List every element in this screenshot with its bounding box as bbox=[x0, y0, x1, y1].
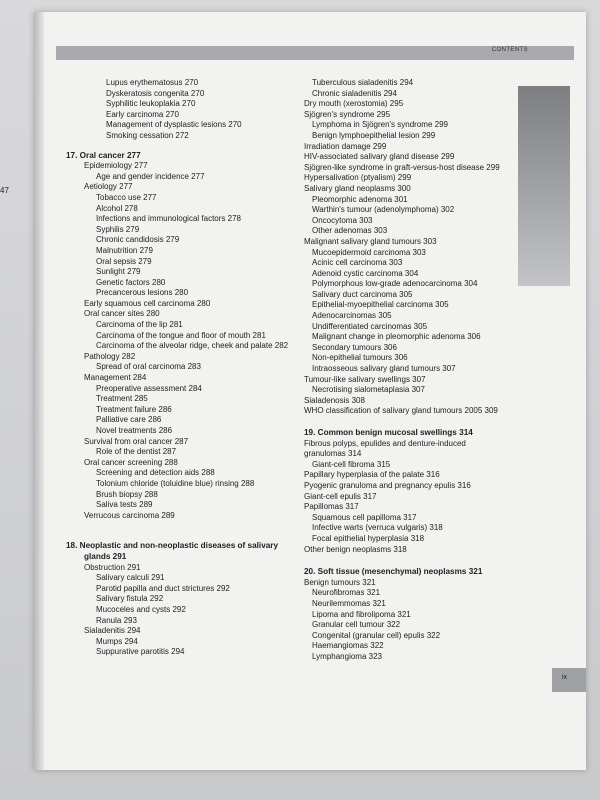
toc-entry: Hypersalivation (ptyalism) 299 bbox=[304, 173, 412, 183]
page-number-tab bbox=[552, 668, 586, 692]
toc-entry: Alcohol 278 bbox=[96, 203, 138, 213]
header-bar bbox=[56, 46, 574, 60]
toc-entry: Sjögren's syndrome 295 bbox=[304, 109, 391, 119]
toc-entry: Survival from oral cancer 287 bbox=[84, 436, 189, 446]
toc-entry: Giant-cell fibroma 315 bbox=[312, 459, 391, 469]
toc-entry: Lymphangioma 323 bbox=[312, 651, 382, 661]
toc-entry: Adenocarcinomas 305 bbox=[312, 311, 392, 321]
toc-entry: Management of dysplastic lesions 270 bbox=[106, 120, 242, 130]
toc-entry: Role of the dentist 287 bbox=[96, 447, 177, 457]
toc-entry: Ranula 293 bbox=[96, 615, 137, 625]
toc-entry: Chronic candidosis 279 bbox=[96, 235, 180, 245]
toc-entry: Tumour-like salivary swellings 307 bbox=[304, 374, 426, 384]
toc-entry: Dyskeratosis congenita 270 bbox=[106, 88, 205, 98]
toc-entry: Syphilitic leukoplakia 270 bbox=[106, 99, 196, 109]
toc-entry: Papillary hyperplasia of the palate 316 bbox=[304, 470, 440, 480]
toc-entry: Haemangiomas 322 bbox=[312, 641, 384, 651]
book-page bbox=[34, 12, 586, 770]
chapter-19-title: 19. Common benign mucosal swellings 314 bbox=[304, 428, 473, 437]
toc-entry: Early squamous cell carcinoma 280 bbox=[84, 298, 211, 308]
toc-right-column bbox=[304, 78, 554, 662]
toc-entry: Acinic cell carcinoma 303 bbox=[312, 258, 403, 268]
adjacent-page-mark: 47 bbox=[0, 186, 9, 195]
toc-entry: Tuberculous sialadenitis 294 bbox=[312, 78, 414, 87]
toc-entry: Oncocytoma 303 bbox=[312, 215, 373, 225]
toc-entry: Early carcinoma 270 bbox=[106, 109, 179, 119]
toc-entry: Infections and immunological factors 278 bbox=[96, 214, 241, 224]
toc-entry: HIV-associated salivary gland disease 299 bbox=[304, 152, 455, 162]
toc-entry: Chronic sialadenitis 294 bbox=[312, 88, 397, 98]
toc-entry: Lymphoma in Sjögren's syndrome 299 bbox=[312, 120, 448, 130]
right-lead-entries bbox=[304, 78, 554, 417]
toc-entry: Granular cell tumour 322 bbox=[312, 620, 401, 630]
toc-entry: Warthin's tumour (adenolymphoma) 302 bbox=[312, 205, 455, 215]
toc-entry: Management 284 bbox=[84, 373, 147, 383]
toc-entry: Mucoepidermoid carcinoma 303 bbox=[312, 247, 426, 257]
header-label: CONTENTS bbox=[491, 47, 528, 53]
toc-entry: Congenital (granular cell) epulis 322 bbox=[312, 630, 441, 640]
toc-entry: Oral sepsis 279 bbox=[96, 256, 152, 266]
toc-entry: Intraosseous salivary gland tumours 307 bbox=[312, 364, 456, 374]
toc-entry: Carcinoma of the tongue and floor of mouth 281 bbox=[96, 330, 266, 340]
chapter-20-title: 20. Soft tissue (mesenchymal) neoplasms 321 bbox=[304, 567, 483, 577]
toc-entry: Benign tumours 321 bbox=[304, 577, 376, 587]
toc-entry: Sialadenitis 294 bbox=[84, 626, 141, 636]
toc-entry: Adenoid cystic carcinoma 304 bbox=[312, 268, 419, 278]
toc-entry: Syphilis 279 bbox=[96, 224, 140, 234]
chapter-18-entries bbox=[66, 563, 306, 658]
toc-entry: Mumps 294 bbox=[96, 636, 138, 646]
toc-entry: Papillomas 317 bbox=[304, 502, 359, 512]
toc-entry: Malnutrition 279 bbox=[96, 245, 153, 255]
toc-entry: Lipoma and fibrolipoma 321 bbox=[312, 609, 411, 619]
toc-entry: Parotid papilla and duct strictures 292 bbox=[96, 583, 230, 593]
toc-entry: Oral cancer screening 288 bbox=[84, 457, 178, 467]
toc-entry: Other benign neoplasms 318 bbox=[304, 544, 407, 554]
toc-entry: Sunlight 279 bbox=[96, 267, 141, 277]
toc-entry: Verrucous carcinoma 289 bbox=[84, 510, 175, 520]
toc-entry: Dry mouth (xerostomia) 295 bbox=[304, 99, 404, 109]
toc-entry: Epithelial-myoepithelial carcinoma 305 bbox=[312, 300, 449, 310]
toc-entry: Tolonium chloride (toluidine blue) rinsing 288 bbox=[96, 478, 255, 488]
chapter-17-title: 17. Oral cancer 277 bbox=[66, 150, 141, 160]
toc-entry: Benign lymphoepithelial lesion 299 bbox=[312, 130, 436, 140]
toc-entry: Suppurative parotitis 294 bbox=[96, 647, 185, 657]
toc-entry: Carcinoma of the lip 281 bbox=[96, 320, 183, 330]
toc-entry: Squamous cell papilloma 317 bbox=[312, 512, 417, 522]
toc-entry: Carcinoma of the alveolar ridge, cheek and palate 282 bbox=[96, 341, 289, 351]
toc-entry: Secondary tumours 306 bbox=[312, 342, 397, 352]
toc-entry: Polymorphous low-grade adenocarcinoma 304 bbox=[312, 279, 478, 289]
toc-entry: Irradiation damage 299 bbox=[304, 141, 387, 151]
toc-entry: Salivary fistula 292 bbox=[96, 594, 164, 604]
toc-entry: Tobacco use 277 bbox=[96, 192, 157, 202]
toc-entry: Preoperative assessment 284 bbox=[96, 383, 202, 393]
toc-entry: Malignant salivary gland tumours 303 bbox=[304, 236, 437, 246]
chapter-19-entries bbox=[304, 439, 554, 556]
toc-entry: Precancerous lesions 280 bbox=[96, 288, 189, 298]
toc-entry: Salivary gland neoplasms 300 bbox=[304, 183, 411, 193]
page-number: ix bbox=[562, 674, 568, 681]
toc-entry: Brush biopsy 288 bbox=[96, 489, 158, 499]
toc-entry: Smoking cessation 272 bbox=[106, 130, 189, 140]
left-lead-entries bbox=[66, 78, 306, 142]
toc-entry: Sialadenosis 308 bbox=[304, 395, 365, 405]
toc-entry: Fibrous polyps, epulides and denture-induced bbox=[304, 438, 466, 448]
toc-entry: Obstruction 291 bbox=[84, 562, 141, 572]
toc-entry: Novel treatments 286 bbox=[96, 426, 173, 435]
toc-entry: Neurofibromas 321 bbox=[312, 588, 381, 598]
toc-entry: WHO classification of salivary gland tumours 2005 309 bbox=[304, 406, 498, 416]
chapter-17-entries bbox=[66, 161, 306, 521]
toc-entry: Saliva tests 289 bbox=[96, 500, 153, 510]
toc-entry: Non-epithelial tumours 306 bbox=[312, 353, 408, 363]
toc-entry: Salivary calculi 291 bbox=[96, 573, 165, 583]
toc-entry: Sjögren-like syndrome in graft-versus-host disease 299 bbox=[304, 162, 500, 172]
toc-entry: Oral cancer sites 280 bbox=[84, 309, 160, 319]
toc-entry: granulomas 314 bbox=[304, 449, 362, 459]
toc-entry: Screening and detection aids 288 bbox=[96, 468, 215, 478]
toc-entry: Focal epithelial hyperplasia 318 bbox=[312, 533, 425, 543]
toc-entry: Undifferentiated carcinomas 305 bbox=[312, 321, 428, 331]
toc-entry: Necrotising sialometaplasia 307 bbox=[312, 385, 425, 395]
toc-entry: Pyogenic granuloma and pregnancy epulis 316 bbox=[304, 480, 471, 490]
toc-entry: Treatment 285 bbox=[96, 394, 148, 404]
toc-entry: Aetiology 277 bbox=[84, 182, 133, 192]
toc-entry: Salivary duct carcinoma 305 bbox=[312, 289, 413, 299]
toc-entry: Lupus erythematosus 270 bbox=[106, 78, 199, 87]
page-binding-edge bbox=[34, 12, 44, 770]
toc-entry: Neurilemmomas 321 bbox=[312, 598, 386, 608]
toc-entry: Malignant change in pleomorphic adenoma 306 bbox=[312, 332, 481, 342]
toc-entry: Other adenomas 303 bbox=[312, 226, 388, 236]
toc-entry: Pleomorphic adenoma 301 bbox=[312, 194, 408, 204]
chapter-18-title: 18. Neoplastic and non-neoplastic diseases of salivary glands 291 bbox=[66, 541, 279, 561]
toc-entry: Pathology 282 bbox=[84, 351, 136, 361]
toc-entry: Spread of oral carcinoma 283 bbox=[96, 362, 201, 372]
toc-entry: Palliative care 286 bbox=[96, 415, 162, 425]
toc-entry: Age and gender incidence 277 bbox=[96, 171, 205, 181]
toc-entry: Treatment failure 286 bbox=[96, 404, 172, 414]
toc-entry: Infective warts (verruca vulgaris) 318 bbox=[312, 523, 443, 533]
toc-entry: Genetic factors 280 bbox=[96, 277, 166, 287]
toc-entry: Mucoceles and cysts 292 bbox=[96, 604, 186, 614]
toc-entry: Giant-cell epulis 317 bbox=[304, 491, 377, 501]
toc-entry: Epidemiology 277 bbox=[84, 161, 148, 171]
chapter-20-entries bbox=[304, 578, 554, 663]
toc-left-column bbox=[66, 78, 306, 658]
